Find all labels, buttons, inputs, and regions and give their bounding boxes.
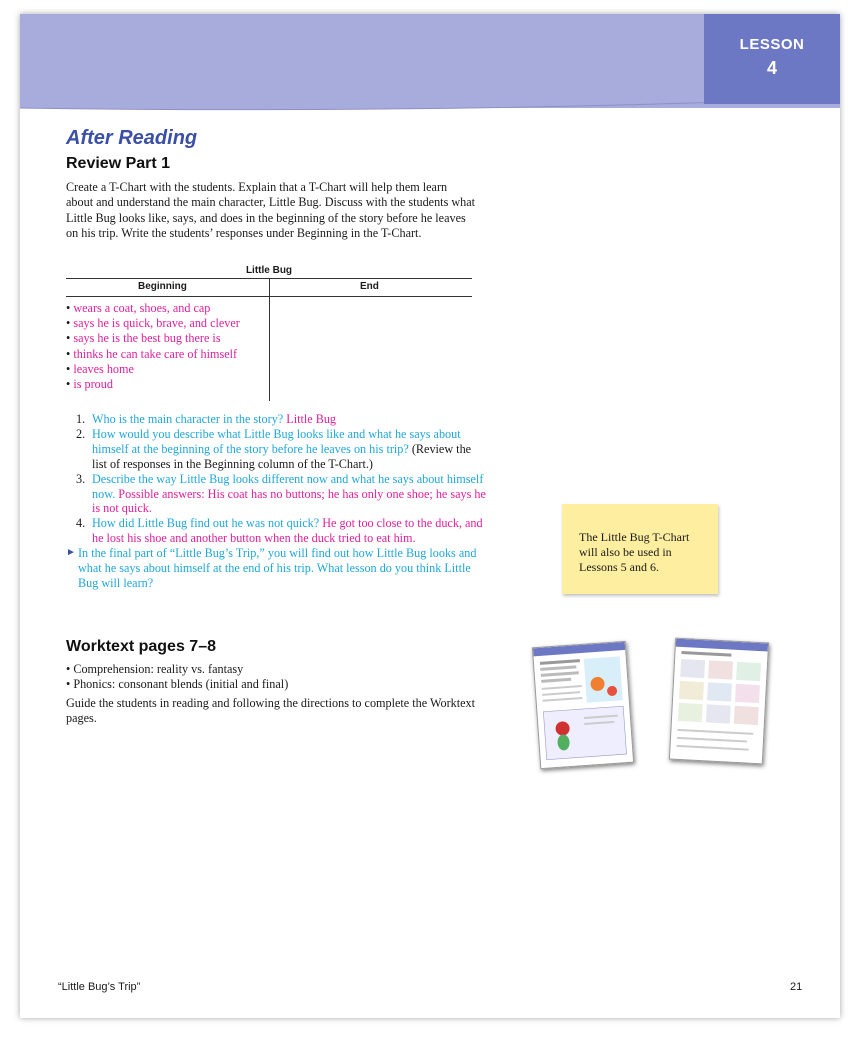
footer-title: “Little Bug’s Trip” xyxy=(58,981,141,993)
question-answer: Possible answers: His coat has no buttons; he has only one shoe; he says he is not quick. xyxy=(92,486,486,516)
worktext-page-7-thumbnail xyxy=(532,641,634,769)
question-2 xyxy=(76,427,486,472)
question-3 xyxy=(76,472,486,517)
question-note: (Review the list of responses in the Beginning column of the T-Chart.) xyxy=(92,441,472,471)
review-intro: Create a T-Chart with the students. Explain that a T-Chart will help them learn about and understand the main character, Little Bug. Discuss with the students what Little Bug looks like, says, and does in the beginning of the story before he leaves on his trip. Write the students’ responses under Beginning in the T-Chart. xyxy=(66,180,476,240)
question-text: How did Little Bug find out he was not quick? xyxy=(92,516,320,531)
worktext-guide: Guide the students in reading and following the directions to complete the Worktext pages. xyxy=(66,696,476,725)
worktext-bullets xyxy=(66,662,288,692)
question-number: 2. xyxy=(76,426,86,441)
list-item: • wears a coat, shoes, and cap xyxy=(66,301,472,316)
worktext-page-8-thumbnail xyxy=(669,638,769,765)
list-item: • says he is quick, brave, and clever xyxy=(66,316,472,331)
question-answer: He got too close to the duck, and he lost his shoe and another button when the duck tried to eat him. xyxy=(92,516,483,546)
t-chart-col-beginning: Beginning xyxy=(138,281,187,292)
t-chart-col-end: End xyxy=(360,281,379,292)
page xyxy=(20,14,840,1018)
list-item: • Comprehension: reality vs. fantasy xyxy=(66,662,244,676)
question-4 xyxy=(76,516,486,546)
closing-prompt xyxy=(66,546,486,591)
list-item: • leaves home xyxy=(66,362,472,377)
lesson-number: 4 xyxy=(766,58,777,78)
question-number: 1. xyxy=(76,412,86,426)
question-text: How would you describe what Little Bug looks like and what he says about himself at the beginning of the story before he leaves on his trip? xyxy=(92,426,461,456)
page-number: 21 xyxy=(790,981,803,993)
t-chart xyxy=(66,265,472,392)
list-item: • Phonics: consonant blends (initial and final) xyxy=(66,677,289,691)
closing-prompt-text: In the final part of “Little Bug’s Trip,” you will find out how Little Bug looks and what he says about himself at the end of his trip. What lesson do you think Little Bug will learn? xyxy=(78,546,477,590)
list-item: • is proud xyxy=(66,377,472,392)
t-chart-divider xyxy=(269,278,270,401)
lesson-tab xyxy=(704,14,840,104)
review-heading: Review Part 1 xyxy=(66,155,171,172)
list-item: • thinks he can take care of himself xyxy=(66,347,472,362)
page-thumbnail-art xyxy=(670,639,768,764)
t-chart-title: Little Bug xyxy=(245,265,293,276)
lesson-label: LESSON xyxy=(739,36,805,53)
question-1 xyxy=(76,412,486,427)
sticky-note xyxy=(562,504,718,594)
question-number: 3. xyxy=(76,471,86,486)
worktext-heading: Worktext pages 7–8 xyxy=(66,638,216,655)
section-title: After Reading xyxy=(66,127,198,149)
sticky-note-text: The Little Bug T-Chart will also be used in Lessons 5 and 6. xyxy=(579,530,690,574)
triangle-bullet-icon: ► xyxy=(66,547,76,559)
question-number: 4. xyxy=(76,516,86,531)
page-thumbnail-art xyxy=(533,642,633,768)
question-text: Who is the main character in the story? xyxy=(92,412,284,426)
question-answer: Little Bug xyxy=(286,412,337,426)
question-list xyxy=(66,412,486,591)
question-text: Describe the way Little Bug looks different now and what he says about himself now. xyxy=(92,471,484,501)
list-item: • says he is the best bug there is xyxy=(66,331,472,346)
